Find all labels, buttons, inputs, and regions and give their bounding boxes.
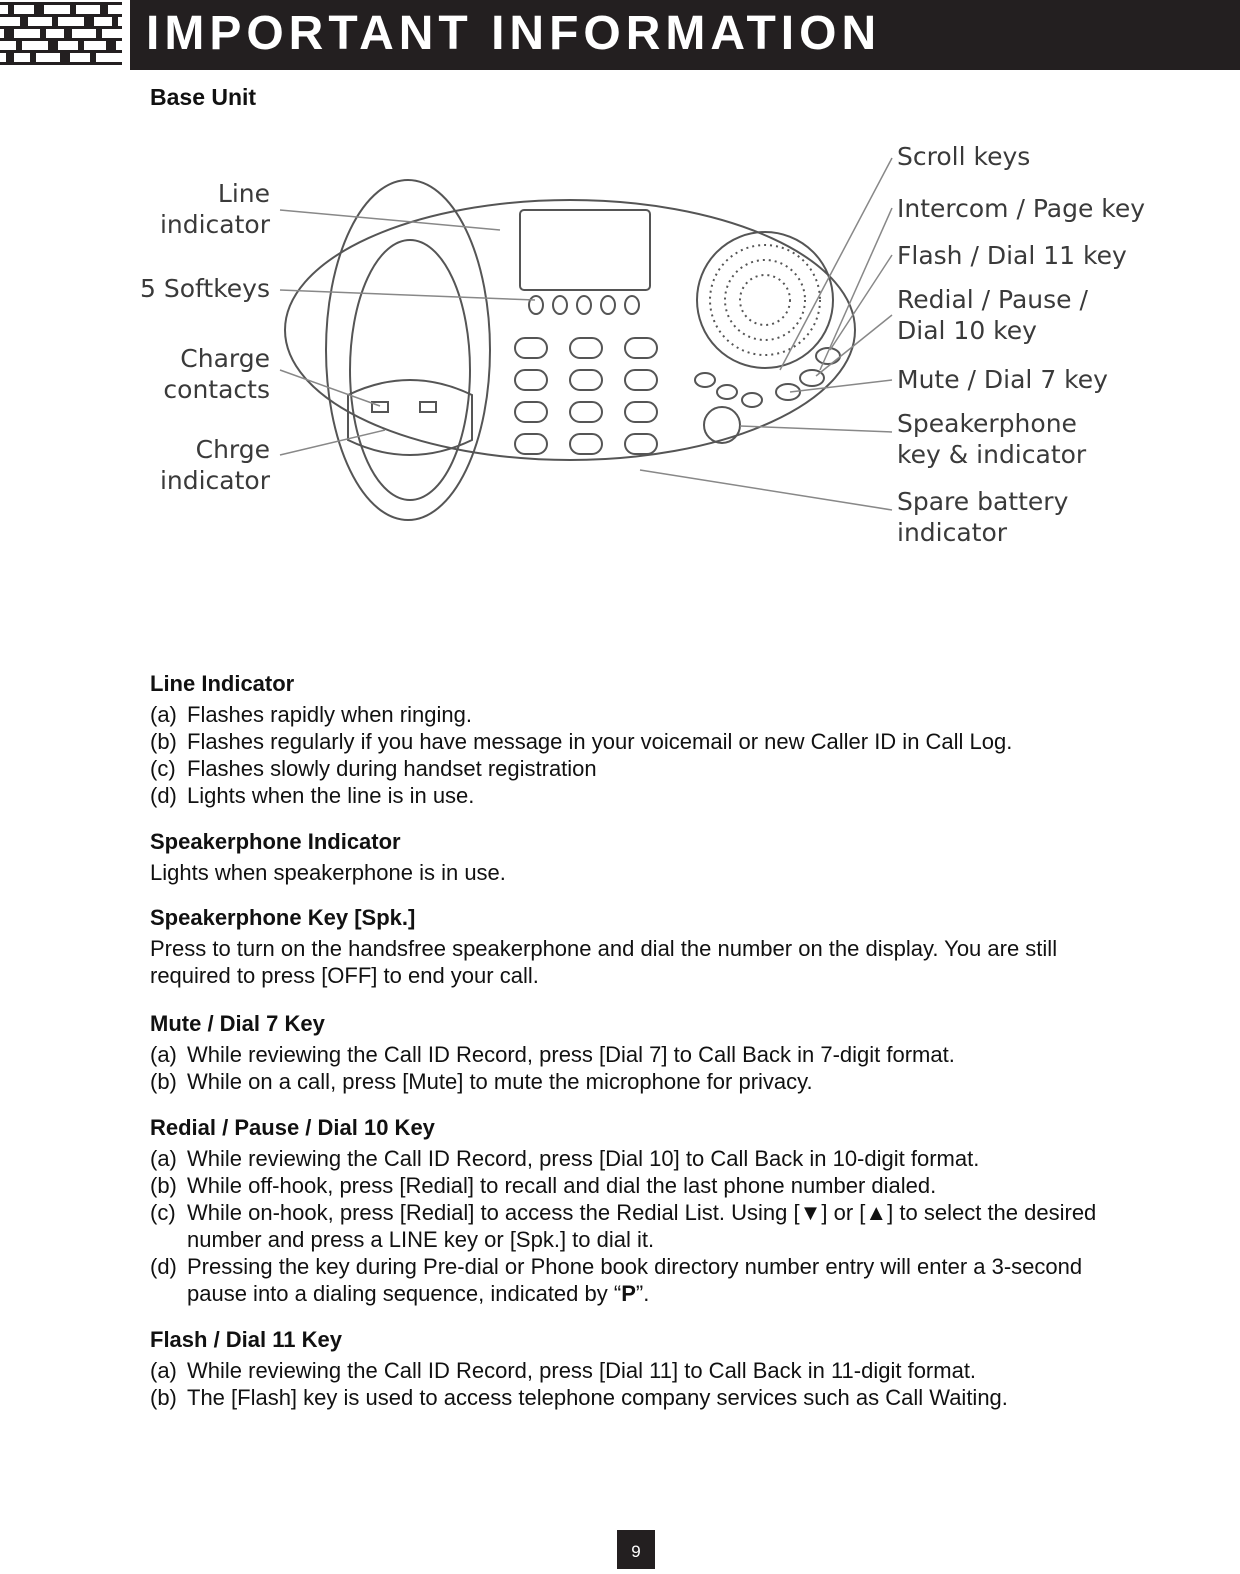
right-label-5-line-1: key & indicator — [897, 440, 1087, 469]
list-item — [150, 1384, 1140, 1411]
left-label-0-line-1: indicator — [159, 210, 270, 239]
list-text: Flashes regularly if you have message in your voicemail or new Caller ID in Call Log. — [187, 729, 1013, 754]
list-marker: (c) — [150, 1200, 176, 1225]
section-body: Lights when speakerphone is in use. — [150, 860, 506, 885]
section-4 — [150, 1114, 1140, 1307]
right-label-2-line-0: Flash / Dial 11 key — [897, 241, 1127, 270]
left-label-2-line-1: contacts — [163, 375, 270, 404]
base-unit-diagram — [140, 130, 1170, 570]
section-0 — [150, 670, 1140, 809]
list-item — [150, 1357, 1140, 1384]
base-unit-illustration — [280, 158, 892, 520]
list-text: While off-hook, press [Redial] to recall and dial the last phone number dialed. — [187, 1173, 937, 1198]
list-item — [150, 1145, 1140, 1172]
section-heading: Flash / Dial 11 Key — [150, 1327, 342, 1352]
list-marker: (a) — [150, 1146, 177, 1171]
list-text: While reviewing the Call ID Record, press [Dial 7] to Call Back in 7-digit format. — [187, 1042, 955, 1067]
list-marker: (a) — [150, 1042, 177, 1067]
right-label-6-line-1: indicator — [897, 518, 1008, 547]
list-text: While reviewing the Call ID Record, press [Dial 10] to Call Back in 10-digit format. — [187, 1146, 980, 1171]
list-marker: (b) — [150, 1385, 177, 1410]
right-label-3-line-1: Dial 10 key — [897, 316, 1037, 345]
section-heading: Speakerphone Key [Spk.] — [150, 905, 416, 930]
list-item — [150, 1253, 1140, 1307]
list-marker: (c) — [150, 756, 176, 781]
list-item — [150, 1172, 1140, 1199]
list-item — [150, 755, 1140, 782]
section-heading: Redial / Pause / Dial 10 Key — [150, 1115, 435, 1140]
section-heading: Mute / Dial 7 Key — [150, 1011, 325, 1036]
list-marker: (a) — [150, 702, 177, 727]
section-3 — [150, 1010, 1140, 1095]
list-text: While on a call, press [Mute] to mute the microphone for privacy. — [187, 1069, 813, 1094]
section-heading: Line Indicator — [150, 671, 295, 696]
list-text: The [Flash] key is used to access telephone company services such as Call Waiting. — [187, 1385, 1008, 1410]
page-number: 9 — [617, 1530, 655, 1569]
section-heading: Speakerphone Indicator — [150, 829, 401, 854]
section-2 — [150, 904, 1140, 989]
list-marker: (a) — [150, 1358, 177, 1383]
list-marker: (d) — [150, 1254, 177, 1279]
list-marker: (b) — [150, 1173, 177, 1198]
right-label-0-line-0: Scroll keys — [897, 142, 1031, 171]
pause-symbol: P — [621, 1281, 636, 1306]
left-label-3-line-0: Chrge — [195, 435, 270, 464]
list-item — [150, 782, 1140, 809]
left-label-3-line-1: indicator — [159, 466, 270, 495]
list-item — [150, 701, 1140, 728]
section-5 — [150, 1326, 1140, 1411]
left-callout-labels — [140, 179, 271, 495]
right-label-1-line-0: Intercom / Page key — [897, 194, 1146, 223]
left-label-0-line-0: Line — [217, 179, 270, 208]
list-marker: (b) — [150, 729, 177, 754]
left-label-2-line-0: Charge — [180, 344, 270, 373]
right-label-5-line-0: Speakerphone — [897, 409, 1077, 438]
right-label-3-line-0: Redial / Pause / — [897, 285, 1088, 314]
section-body: Press to turn on the handsfree speakerphone and dial the number on the display. You are still required to press [OFF] to end your call. — [150, 936, 1058, 988]
section-1 — [150, 828, 1140, 886]
list-text: Flashes rapidly when ringing. — [187, 702, 472, 727]
list-item — [150, 1199, 1140, 1253]
list-item — [150, 728, 1140, 755]
subheading: Base Unit — [150, 84, 257, 110]
right-label-4-line-0: Mute / Dial 7 key — [897, 365, 1108, 394]
list-marker: (d) — [150, 783, 177, 808]
list-text: While on-hook, press [Redial] to access the Redial List. Using [▼] or [▲] to select the desired number and press a LINE key or [Spk.] to dial it. — [187, 1200, 1097, 1252]
right-callout-labels — [897, 142, 1145, 547]
right-label-6-line-0: Spare battery — [897, 487, 1069, 516]
list-text: Flashes slowly during handset registration — [187, 756, 597, 781]
list-marker: (b) — [150, 1069, 177, 1094]
list-text: Pressing the key during Pre-dial or Phone book directory number entry will enter a 3-second pause into a dialing sequence, indicated by “P”. — [187, 1254, 1083, 1306]
list-item — [150, 1068, 1140, 1095]
list-text: Lights when the line is in use. — [187, 783, 475, 808]
page-title: IMPORTANT INFORMATION — [146, 7, 882, 60]
list-item — [150, 1041, 1140, 1068]
list-text: While reviewing the Call ID Record, press [Dial 11] to Call Back in 11-digit format. — [187, 1358, 977, 1383]
corner-pattern-graphic — [0, 0, 122, 70]
left-label-1-line-0: 5 Softkeys — [140, 274, 270, 303]
